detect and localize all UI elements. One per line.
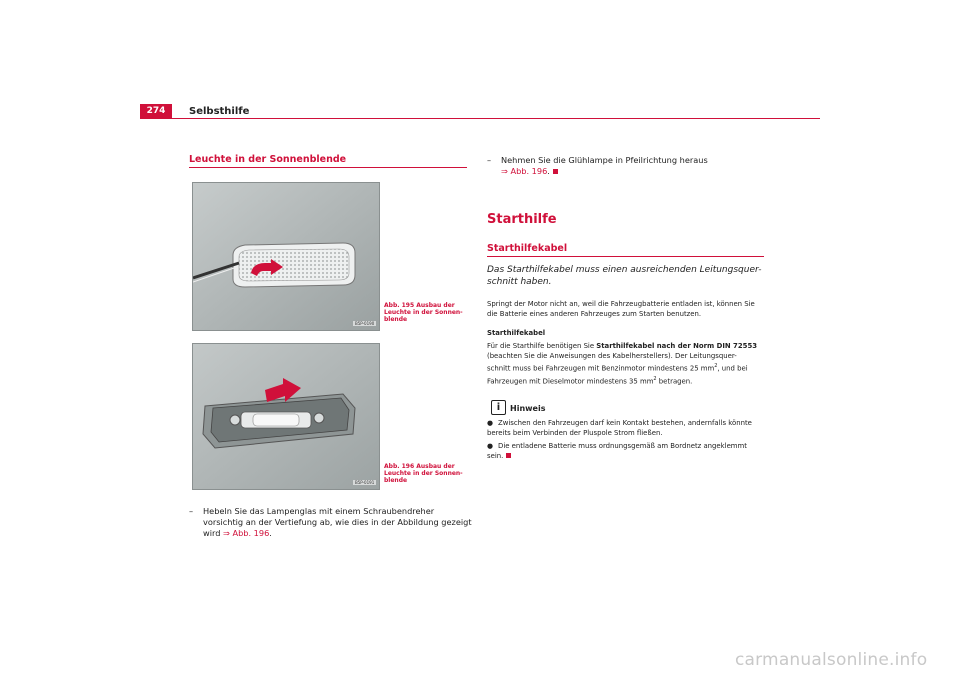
figure-195-code: B5P-0190 [355,321,375,326]
step-2-line-1: Nehmen Sie die Glühlampe in Pfeilrichtung heraus [501,155,708,165]
watermark: carmanualsonline.info [735,650,928,670]
bullet-dot: ● [487,419,494,427]
figure-196-code: B5P-0191 [355,480,375,485]
figure-196-link[interactable]: ⇒ Abb. 196 [223,528,270,538]
note-bullet-2: ● Die entladene Batterie muss ordnungsgemäß am Bordnetz angeklemmt sein. [487,442,747,461]
step-1-line-1: Hebeln Sie das Lampenglas mit einem Schraubendreher [203,506,435,516]
step-1-line-2: vorsichtig an der Vertiefung ab, wie dies in der Abbildung gezeigt [203,517,472,527]
running-head: Selbsthilfe [189,106,250,117]
figure-195 [192,182,380,331]
figure-195-illustration [193,183,379,330]
intro-text: Das Starthilfekabel muss einen ausreichenden Leitungsquer- schnitt haben. [487,265,762,287]
note-title: Hinweis [510,404,546,413]
step-2-dash: – [487,155,492,165]
figure-196-caption: Abb. 196 Ausbau der Leuchte in der Sonnen- blende [384,463,463,484]
bullet-dot: ● [487,442,494,450]
step-1-dash: – [189,506,194,516]
section-title-starthilfe: Starthilfe [487,212,557,227]
figure-196-illustration [193,344,379,489]
din-norm: Starthilfekabel nach der Norm DIN 72553 [596,342,758,350]
end-marker [553,169,558,174]
figure-196-link-2[interactable]: ⇒ Abb. 196 [501,166,548,176]
step-1 [189,506,479,539]
info-icon: i [491,400,506,415]
section-heading-leuchte: Leuchte in der Sonnenblende [189,154,347,165]
step-1-line-3: wird [203,528,221,538]
end-marker [506,453,511,458]
step-2-end: . [547,166,550,176]
paragraph-1: Springt der Motor nicht an, weil die Fahrzeugbatterie entladen ist, können Sie die Batterie eines anderen Fahrzeuges zum Starten benutzen. [487,300,755,319]
header-rule [140,118,820,119]
figure-196 [192,343,380,490]
step-2 [487,155,777,177]
paragraph-2: Für die Starthilfe benötigen Sie Starthilfekabel nach der Norm DIN 72553 (beachten Sie die Anweisungen des Kabelherstellers). Der Leitungsquer- schnitt muss bei Fahrzeugen mit Benzinmotor mindestens 25 $mm^2$, und bei Fahrzeugen mit Dieselmotor mindestens 35 $mm^2$ betragen. [487,342,758,386]
page-number: 274 [140,104,172,119]
note-bullet-1: ● Zwischen den Fahrzeugen darf kein Kontakt bestehen, andernfalls könnte bereits beim Verbinden der Pluspole Strom fließen. [487,419,752,438]
figure-195-caption: Abb. 195 Ausbau der Leuchte in der Sonnen- blende [384,302,463,323]
subheading-rule [487,256,764,257]
subheading-starthilfekabel: Starthilfekabel [487,243,568,254]
step-1-end: . [269,528,272,538]
section-label: Starthilfekabel [487,329,546,337]
section-rule [189,167,467,168]
